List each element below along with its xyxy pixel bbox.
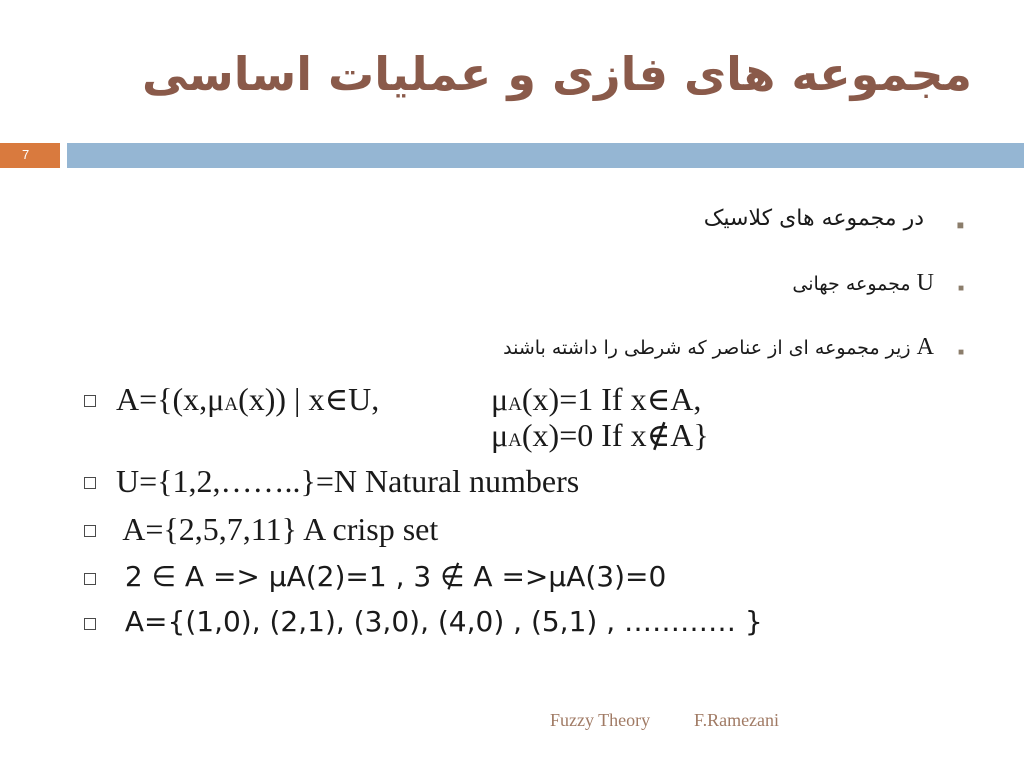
- bullet-text: مجموعه جهانی: [792, 273, 911, 295]
- footer-author: F.Ramezani: [694, 710, 780, 730]
- symbol-u: U: [916, 270, 934, 296]
- definition-block: [80, 380, 780, 460]
- bullet-text: U={1,2,……..}=N Natural numbers: [116, 463, 580, 499]
- header-band: [67, 143, 1024, 168]
- bullet-text: A={(1,0), (2,1), (3,0), (4,0) , (5,1) , ………… }: [116, 605, 763, 638]
- hollow-square-bullet-icon: [84, 477, 96, 489]
- slide-title: مجموعه های فازی و عملیات اساسی: [141, 47, 972, 101]
- rtl-bullet-universal-set: [792, 266, 964, 302]
- definition-lhs: A={(x,μA(x)) | x∈U,: [116, 381, 380, 417]
- hollow-square-bullet-icon: [84, 395, 96, 407]
- square-bullet-icon: ■: [957, 347, 964, 358]
- symbol-a: A: [916, 334, 934, 360]
- hollow-square-bullet-icon: [84, 618, 96, 630]
- bullet-text: زیر مجموعه ای از عناصر که شرطی را داشته باشند: [503, 337, 911, 359]
- hollow-square-bullet-icon: [84, 525, 96, 537]
- bullet-text: در مجموعه های کلاسیک: [703, 206, 924, 231]
- footer-course: Fuzzy Theory: [550, 710, 651, 730]
- square-bullet-icon: ■: [957, 283, 964, 294]
- rtl-bullet-classic-sets: [704, 200, 964, 237]
- slide-number: 7: [22, 147, 30, 162]
- bullet-text: 2 ∈ A => μA(2)=1 , 3 ∉ A =>μA(3)=0: [116, 560, 667, 593]
- bullet-text: A={2,5,7,11} A crisp set: [116, 511, 439, 547]
- slide-number-badge: [0, 143, 60, 168]
- square-bullet-icon: ■: [956, 218, 964, 232]
- rtl-bullet-subset: [503, 330, 964, 366]
- hollow-square-bullet-icon: [84, 573, 96, 585]
- definition-line-1: μA(x)=1 If x∈A,: [491, 381, 702, 417]
- definition-line-2: μA(x)=0 If x∉A}: [491, 417, 709, 453]
